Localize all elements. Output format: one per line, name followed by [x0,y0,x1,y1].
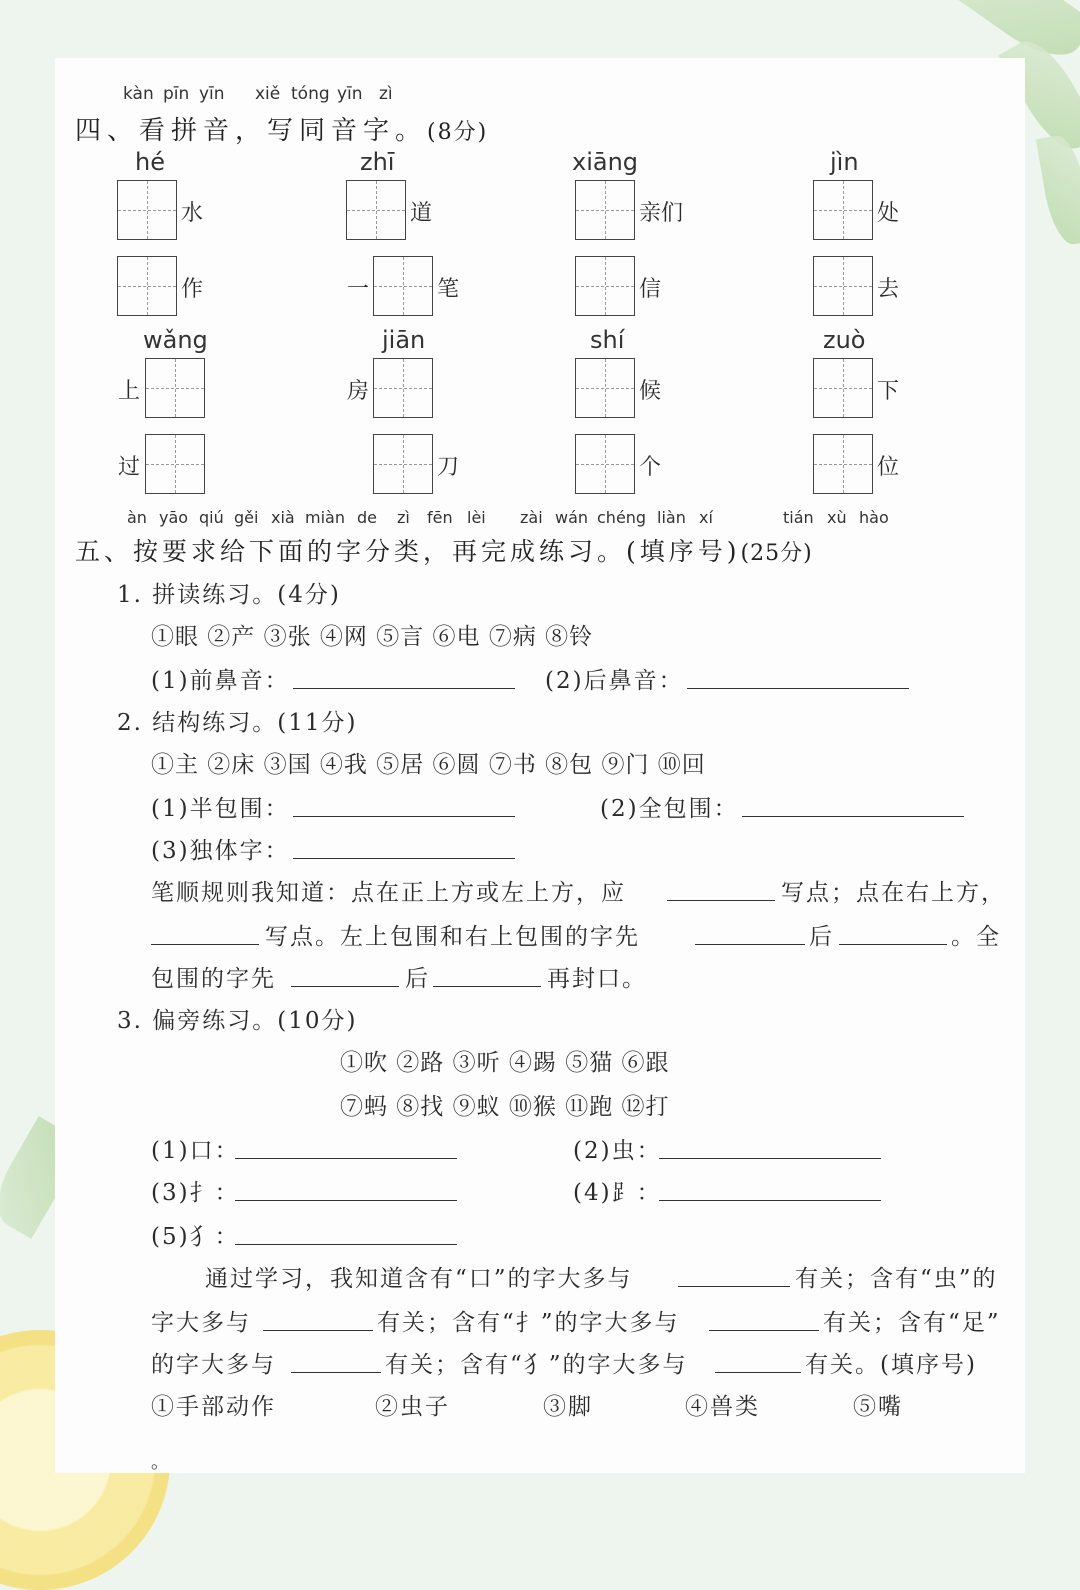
pinyin-shi: shí [590,326,625,354]
word-part: 上 [118,379,141,404]
q3-answer1-label: (1)口： [151,1138,240,1164]
q2-rule-line3c: 再封口。 [547,966,647,992]
q3-answer5-label: (5)犭： [151,1224,240,1250]
q3-answer2-label: (2)虫： [573,1138,662,1164]
char-box[interactable] [575,180,635,240]
q3-answer3-blank[interactable] [235,1200,457,1201]
q2-title: 2. 结构练习。(11分) [117,710,358,736]
char-box[interactable] [117,180,177,240]
word-part: 位 [877,455,900,480]
word-part: 去 [877,277,900,302]
q2-options: ①主 ②床 ③国 ④我 ⑤居 ⑥圆 ⑦书 ⑧包 ⑨门 ⑩回 [151,752,706,778]
char-box[interactable] [373,434,433,494]
q1-answer1-label: (1)前鼻音： [151,668,290,694]
char-box[interactable] [117,256,177,316]
q3-answer1-blank[interactable] [235,1158,457,1159]
q3-answer2-blank[interactable] [659,1158,881,1159]
q3-choice-5: ⑤嘴 [853,1394,903,1420]
word-part: 一 [347,277,370,302]
q2-answer2-blank[interactable] [742,816,964,817]
q3-summary-line3b: 有关；含有“犭”的字大多与 [385,1352,688,1378]
char-box[interactable] [145,434,205,494]
pinyin-he: hé [135,148,165,176]
char-box[interactable] [373,256,433,316]
q2-rule-line3b: 后 [405,966,430,992]
section4-title: 四、看拼音，写同音字。(8分) [75,116,489,146]
word-part: 水 [181,201,204,226]
q1-options: ①眼 ②产 ③张 ④网 ⑤言 ⑥电 ⑦病 ⑧铃 [151,624,594,650]
q2-rule-line3a: 包围的字先 [151,966,276,992]
char-box[interactable] [813,434,873,494]
pinyin-zhi: zhī [360,148,395,176]
q3-summary-line2b: 有关；含有“扌”的字大多与 [377,1310,680,1336]
worksheet-page: kàn pīn yīn xiě tóng yīn zì 四、看拼音，写同音字。(8分) hé 水 作 zhī 道 一 笔 xiāng 亲们 信 jìn 处 去 wǎng 上 过 jiān 房 刀 shí 候 个 zuò 下 位 àn yāo qiú gěi xià miàn de zì fēn lèi zài wán chéng liàn xí tián xù hào 五、按要求给下面的字分类，再完成练习。(填序号)(25分) 1. 拼读练习。(4分) ①眼 ②产 ③张 ④网 ⑤言 ⑥电 ⑦病 ⑧铃 (1)前鼻音： (2)后鼻音： 2. 结构练习。(11分) ①主 ②床 ③国 ④我 ⑤居 ⑥圆 ⑦书 ⑧包 ⑨门 ⑩回 (1)半包围： (2)全包围： (3)独体字： 笔顺规则我知道：点在正上方或左上方，应 写点；点在右上方， 写点。左上包围和右上包围的字先 后 。全 包围的字先 后 再封口。 3. 偏旁练习。(10分) ①吹 ②路 ③听 ④踢 ⑤猫 ⑥跟 ⑦蚂 ⑧找 ⑨蚁 ⑩猴 ⑪跑 ⑫打 (1)口： (2)虫： (3)扌： (4)⻊： (5)犭： 通过学习，我知道含有“口”的字大多与 有关；含有“虫”的 字大多与 有关；含有“扌”的字大多与 有关；含有“足” 的字大多与 有关；含有“犭”的字大多与 有关。(填序号) ①手部动作 ②虫子 ③脚 ④兽类 ⑤嘴 。 [55,58,1025,1473]
pinyin-wang: wǎng [143,326,208,354]
leaf-decoration [1036,132,1080,247]
q2-rule-blank6[interactable] [433,986,541,987]
q3-answer3-label: (3)扌： [151,1180,240,1206]
q2-answer3-blank[interactable] [293,858,515,859]
word-part: 过 [118,455,141,480]
word-part: 刀 [437,455,460,480]
q3-answer4-blank[interactable] [659,1200,881,1201]
q2-rule-blank1[interactable] [667,900,775,901]
q3-summary-blank1[interactable] [678,1286,790,1287]
word-part: 个 [639,455,662,480]
char-box[interactable] [373,358,433,418]
q3-summary-line1a: 通过学习，我知道含有“口”的字大多与 [205,1266,633,1292]
q3-options-row1: ①吹 ②路 ③听 ④踢 ⑤猫 ⑥跟 [340,1050,670,1076]
q3-choice-1: ①手部动作 [151,1394,276,1420]
pinyin-jian: jiān [382,326,426,354]
q3-summary-blank4[interactable] [291,1372,381,1373]
q3-choice-3: ③脚 [543,1394,593,1420]
footer-mark: 。 [151,1452,171,1473]
q3-answer4-label: (4)⻊： [573,1180,662,1206]
q3-title: 3. 偏旁练习。(10分) [117,1008,358,1034]
section5-title: 五、按要求给下面的字分类，再完成练习。(填序号)(25分) [75,537,813,566]
char-box[interactable] [813,256,873,316]
q2-rule-line2c: 。全 [951,924,1001,950]
q2-answer1-label: (1)半包围： [151,796,290,822]
q3-summary-line3a: 的字大多与 [151,1352,276,1378]
q3-summary-line1b: 有关；含有“虫”的 [795,1266,998,1292]
q2-rule-line2b: 后 [809,924,834,950]
q1-answer2-label: (2)后鼻音： [545,668,684,694]
q3-summary-blank5[interactable] [715,1372,801,1373]
q2-answer3-label: (3)独体字： [151,838,290,864]
word-part: 下 [877,379,900,404]
word-part: 笔 [437,277,460,302]
q2-rule-blank3[interactable] [695,944,805,945]
q2-answer1-blank[interactable] [293,816,515,817]
q1-answer1-blank[interactable] [293,688,515,689]
char-box[interactable] [813,358,873,418]
q1-answer2-blank[interactable] [687,688,909,689]
pinyin-jin: jìn [830,148,859,176]
word-part: 信 [639,277,662,302]
q3-summary-line2a: 字大多与 [151,1310,251,1336]
q1-title: 1. 拼读练习。(4分) [117,582,341,608]
q3-options-row2: ⑦蚂 ⑧找 ⑨蚁 ⑩猴 ⑪跑 ⑫打 [340,1094,670,1120]
q2-rule-blank4[interactable] [839,944,947,945]
char-box[interactable] [575,256,635,316]
q3-answer5-blank[interactable] [235,1244,457,1245]
word-part: 候 [639,379,662,404]
q2-rule-line1a: 笔顺规则我知道：点在正上方或左上方，应 [151,880,626,906]
q3-choice-2: ②虫子 [375,1394,450,1420]
q3-summary-blank3[interactable] [709,1330,819,1331]
q3-summary-line3c: 有关。(填序号) [805,1352,977,1378]
q2-rule-blank5[interactable] [291,986,399,987]
q2-rule-line1b: 写点；点在右上方， [781,880,1006,906]
word-part: 亲们 [639,201,684,226]
char-box[interactable] [575,434,635,494]
q2-rule-line2a: 写点。左上包围和右上包围的字先 [265,924,640,950]
word-part: 道 [410,201,433,226]
char-box[interactable] [346,180,406,240]
q3-choice-4: ④兽类 [685,1394,760,1420]
pinyin-xiang: xiāng [572,148,639,176]
char-box[interactable] [813,180,873,240]
q2-answer2-label: (2)全包围： [600,796,739,822]
q3-summary-blank2[interactable] [263,1330,373,1331]
pinyin-zuo: zuò [823,326,866,354]
q3-summary-line2c: 有关；含有“足” [823,1310,1001,1336]
char-box[interactable] [145,358,205,418]
word-part: 作 [181,277,204,302]
word-part: 房 [347,379,370,404]
word-part: 处 [877,201,900,226]
q2-rule-blank2[interactable] [151,944,259,945]
char-box[interactable] [575,358,635,418]
